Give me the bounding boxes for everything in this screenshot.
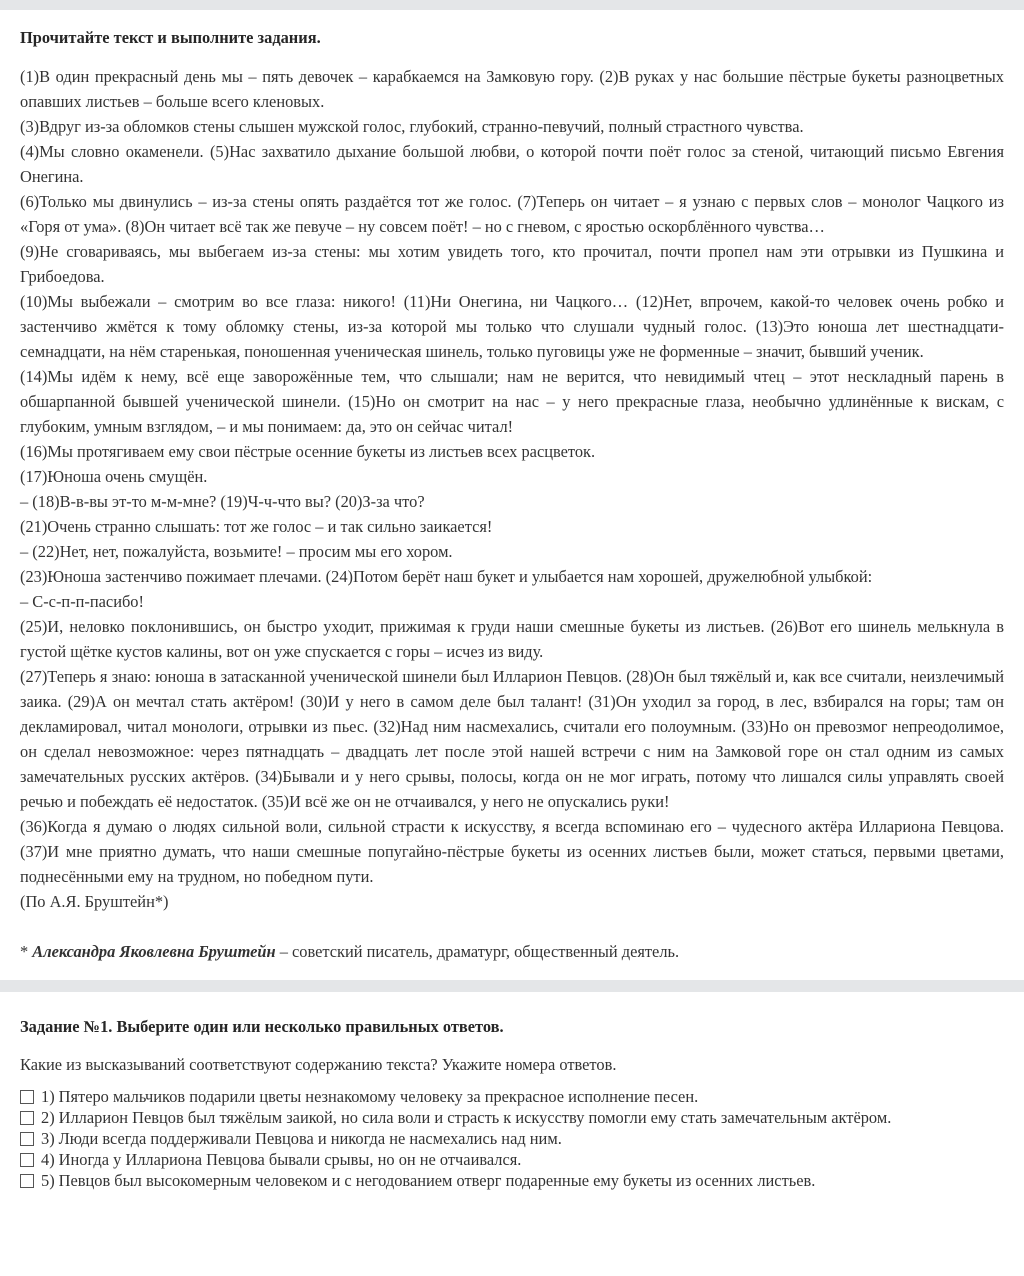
paragraph: (23)Юноша застенчиво пожимает плечами. (24)Потом берёт наш букет и улыбается нам хорошей, дружелюбной улыбкой: xyxy=(20,567,873,586)
reading-card xyxy=(0,29,1024,964)
answer-options xyxy=(20,1086,1004,1191)
reading-text xyxy=(20,64,1004,914)
section-divider xyxy=(0,980,1024,992)
task-question: Какие из высказываний соответствуют содержанию текста? Укажите номера ответов. xyxy=(20,1055,617,1074)
footnote-marker: * xyxy=(20,942,33,961)
paragraph: – (22)Нет, нет, пожалуйста, возьмите! – просим мы его хором. xyxy=(20,542,453,561)
option-number: 3) xyxy=(41,1129,55,1148)
source-attribution: (По А.Я. Бруштейн*) xyxy=(20,892,169,911)
checkbox[interactable] xyxy=(20,1153,34,1167)
author-footnote xyxy=(20,939,1004,964)
checkbox[interactable] xyxy=(20,1132,34,1146)
answer-option-5[interactable] xyxy=(20,1170,1004,1191)
paragraph: (16)Мы протягиваем ему свои пёстрые осенние букеты из листьев всех расцветок. xyxy=(20,442,596,461)
option-number: 4) xyxy=(41,1150,55,1169)
footnote-author-name: Александра Яковлевна Бруштейн xyxy=(32,942,276,961)
paragraph: (6)Только мы двинулись – из-за стены опять раздаётся тот же голос. (7)Теперь он читает – я узнаю с первых слов – монолог Чацкого из «Горя от ума». (8)Он читает всё так же певуче – ну совсем поёт! – но с гневом, с яростью оскорблённого чувства… xyxy=(20,192,1004,236)
paragraph: (27)Теперь я знаю: юноша в затасканной ученической шинели был Илларион Певцов. (28)Он был тяжёлый и, как все считали, неизлечимый заика. (29)А он мечтал стать актёром! (30)И у него в самом деле был талант! (31)Он уходил за город, в лес, взбирался на горы; там он декламировал, читал монологи, отрывки из пьес. (32)Над ним насмехались, считали его полоумным. (33)Но он превозмог непреодолимое, он сделал невозможное: через пятнадцать – двадцать лет после этой нашей встречи с ним на Замковой горе он стал одним из самых замечательных русских актёров. (34)Бывали и у него срывы, полосы, когда он не мог играть, потому что лишался силы управлять своей речью и побеждать её недостаток. (35)И всё же он не отчаивался, у него не опускались руки! xyxy=(20,667,1004,811)
paragraph: (4)Мы словно окаменели. (5)Нас захватило дыхание большой любви, о которой почти поёт голос за стеной, читающий письмо Евгения Онегина. xyxy=(20,142,1004,186)
answer-option-2[interactable] xyxy=(20,1107,1004,1128)
option-number: 5) xyxy=(41,1171,55,1190)
answer-option-1[interactable] xyxy=(20,1086,1004,1107)
paragraph: (1)В один прекрасный день мы – пять девочек – карабкаемся на Замковую гору. (2)В руках у нас большие пёстрые букеты разноцветных опавших листьев – больше всего кленовых. xyxy=(20,67,1004,111)
option-number: 2) xyxy=(41,1108,55,1127)
instruction-heading: Прочитайте текст и выполните задания. xyxy=(20,28,321,47)
paragraph: (21)Очень странно слышать: тот же голос – и так сильно заикается! xyxy=(20,517,493,536)
option-text: Пятеро мальчиков подарили цветы незнакомому человеку за прекрасное исполнение песен. xyxy=(58,1087,699,1106)
footnote-description: – советский писатель, драматург, общественный деятель. xyxy=(275,942,680,961)
paragraph: (25)И, неловко поклонившись, он быстро уходит, прижимая к груди наши смешные букеты из листьев. (26)Вот его шинель мелькнула в густой щётке кустов калины, вот он уже спускается с горы – исчез из виду. xyxy=(20,617,1004,661)
task-title: Задание №1. Выберите один или несколько правильных ответов. xyxy=(20,1017,504,1036)
paragraph: – (18)В-в-вы эт-то м-м-мне? (19)Ч-ч-что вы? (20)З-за что? xyxy=(20,492,425,511)
checkbox[interactable] xyxy=(20,1090,34,1104)
checkbox[interactable] xyxy=(20,1174,34,1188)
checkbox[interactable] xyxy=(20,1111,34,1125)
option-text: Певцов был высокомерным человеком и с негодованием отверг подаренные ему букеты из осенних листьев. xyxy=(58,1171,816,1190)
task-card xyxy=(0,1017,1024,1191)
option-text: Люди всегда поддерживали Певцова и никогда не насмехались над ним. xyxy=(58,1129,562,1148)
paragraph: (36)Когда я думаю о людях сильной воли, сильной страсти к искусству, я всегда вспоминаю его – чудесного актёра Иллариона Певцова. (37)И мне приятно думать, что наши смешные попугайно-пёстрые букеты из осенних листьев были, может статься, первыми цветами, поднесёнными ему на трудном, но победном пути. xyxy=(20,817,1004,886)
paragraph: (10)Мы выбежали – смотрим во все глаза: никого! (11)Ни Онегина, ни Чацкого… (12)Нет, впрочем, какой-то человек очень робко и застенчиво жмётся к тому обломку стены, из-за которой мы только что слушали чудный голос. (13)Это юноша лет шестнадцати-семнадцати, на нём старенькая, поношенная ученическая шинель, только пуговицы уже не форменные – значит, бывший ученик. xyxy=(20,292,1004,361)
option-number: 1) xyxy=(41,1087,55,1106)
top-divider xyxy=(0,0,1024,10)
answer-option-4[interactable] xyxy=(20,1149,1004,1170)
option-text: Иногда у Иллариона Певцова бывали срывы, но он не отчаивался. xyxy=(58,1150,522,1169)
paragraph: (3)Вдруг из-за обломков стены слышен мужской голос, глубокий, странно-певучий, полный страстного чувства. xyxy=(20,117,804,136)
answer-option-3[interactable] xyxy=(20,1128,1004,1149)
paragraph: (14)Мы идём к нему, всё еще заворожённые тем, что слышали; нам не верится, что невидимый чтец – этот нескладный парень в обшарпанной бывшей ученической шинели. (15)Но он смотрит на нас – у него прекрасные глаза, необычно удлинённые к вискам, с глубоким, умным взглядом, – и мы понимаем: да, это он сейчас читал! xyxy=(20,367,1004,436)
paragraph: (17)Юноша очень смущён. xyxy=(20,467,208,486)
paragraph: – С-с-п-п-пасибо! xyxy=(20,592,144,611)
option-text: Илларион Певцов был тяжёлым заикой, но сила воли и страсть к искусству помогли ему стать замечательным актёром. xyxy=(58,1108,892,1127)
paragraph: (9)Не сговариваясь, мы выбегаем из-за стены: мы хотим увидеть того, кто прочитал, почти пропел нам эти отрывки из Пушкина и Грибоедова. xyxy=(20,242,1004,286)
